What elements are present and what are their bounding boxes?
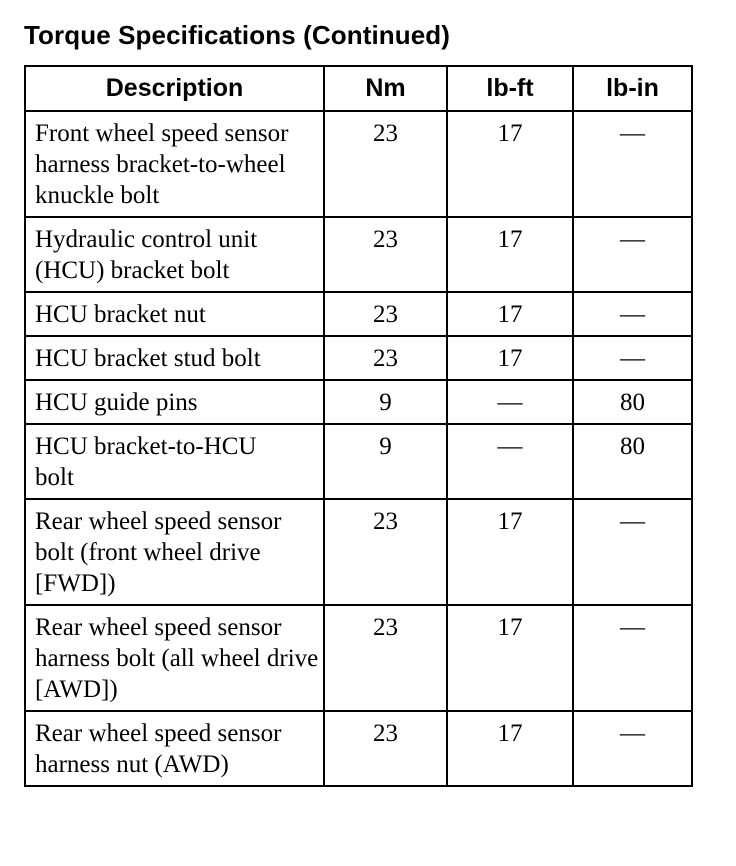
row-lbft-value: 17 — [447, 217, 573, 292]
table-row — [25, 499, 692, 605]
column-header-description: Description — [25, 66, 324, 111]
row-nm-value: 23 — [324, 111, 447, 217]
row-lbft-value: 17 — [447, 499, 573, 605]
page-title: Torque Specifications (Continued) — [24, 20, 451, 50]
row-lbft-value: 17 — [447, 336, 573, 380]
torque-spec-table — [24, 65, 693, 787]
row-nm-value: 23 — [324, 711, 447, 786]
table-row — [25, 380, 692, 424]
column-header-lbft: lb-ft — [447, 66, 573, 111]
table-row — [25, 605, 692, 711]
table-row — [25, 111, 692, 217]
table-row — [25, 711, 692, 786]
row-description: HCU bracket-to-HCU bolt — [25, 424, 324, 499]
row-description: HCU guide pins — [25, 380, 324, 424]
row-lbin-value: — — [573, 292, 692, 336]
row-nm-value: 23 — [324, 336, 447, 380]
row-lbft-value: 17 — [447, 605, 573, 711]
row-nm-value: 9 — [324, 424, 447, 499]
row-description: HCU bracket nut — [25, 292, 324, 336]
row-nm-value: 23 — [324, 217, 447, 292]
row-lbin-value: — — [573, 499, 692, 605]
row-lbin-value: 80 — [573, 424, 692, 499]
row-lbin-value: — — [573, 336, 692, 380]
row-description: Rear wheel speed sensor bolt (front wheel drive [FWD]) — [25, 499, 324, 605]
row-lbft-value: 17 — [447, 292, 573, 336]
table-row — [25, 217, 692, 292]
row-lbin-value: — — [573, 217, 692, 292]
row-lbft-value: 17 — [447, 711, 573, 786]
row-lbft-value: — — [447, 380, 573, 424]
row-lbft-value: 17 — [447, 111, 573, 217]
row-nm-value: 23 — [324, 605, 447, 711]
row-description: Hydraulic control unit (HCU) bracket bolt — [25, 217, 324, 292]
table-header-row — [25, 66, 692, 111]
row-nm-value: 9 — [324, 380, 447, 424]
row-lbin-value: 80 — [573, 380, 692, 424]
row-nm-value: 23 — [324, 292, 447, 336]
row-lbin-value: — — [573, 711, 692, 786]
row-description: Front wheel speed sensor harness bracket-to-wheel knuckle bolt — [25, 111, 324, 217]
row-lbft-value: — — [447, 424, 573, 499]
row-nm-value: 23 — [324, 499, 447, 605]
row-description: HCU bracket stud bolt — [25, 336, 324, 380]
row-description: Rear wheel speed sensor harness nut (AWD) — [25, 711, 324, 786]
table-row — [25, 292, 692, 336]
table-row — [25, 336, 692, 380]
row-lbin-value: — — [573, 111, 692, 217]
column-header-nm: Nm — [324, 66, 447, 111]
row-lbin-value: — — [573, 605, 692, 711]
row-description: Rear wheel speed sensor harness bolt (all wheel drive [AWD]) — [25, 605, 324, 711]
table-row — [25, 424, 692, 499]
column-header-lbin: lb-in — [573, 66, 692, 111]
